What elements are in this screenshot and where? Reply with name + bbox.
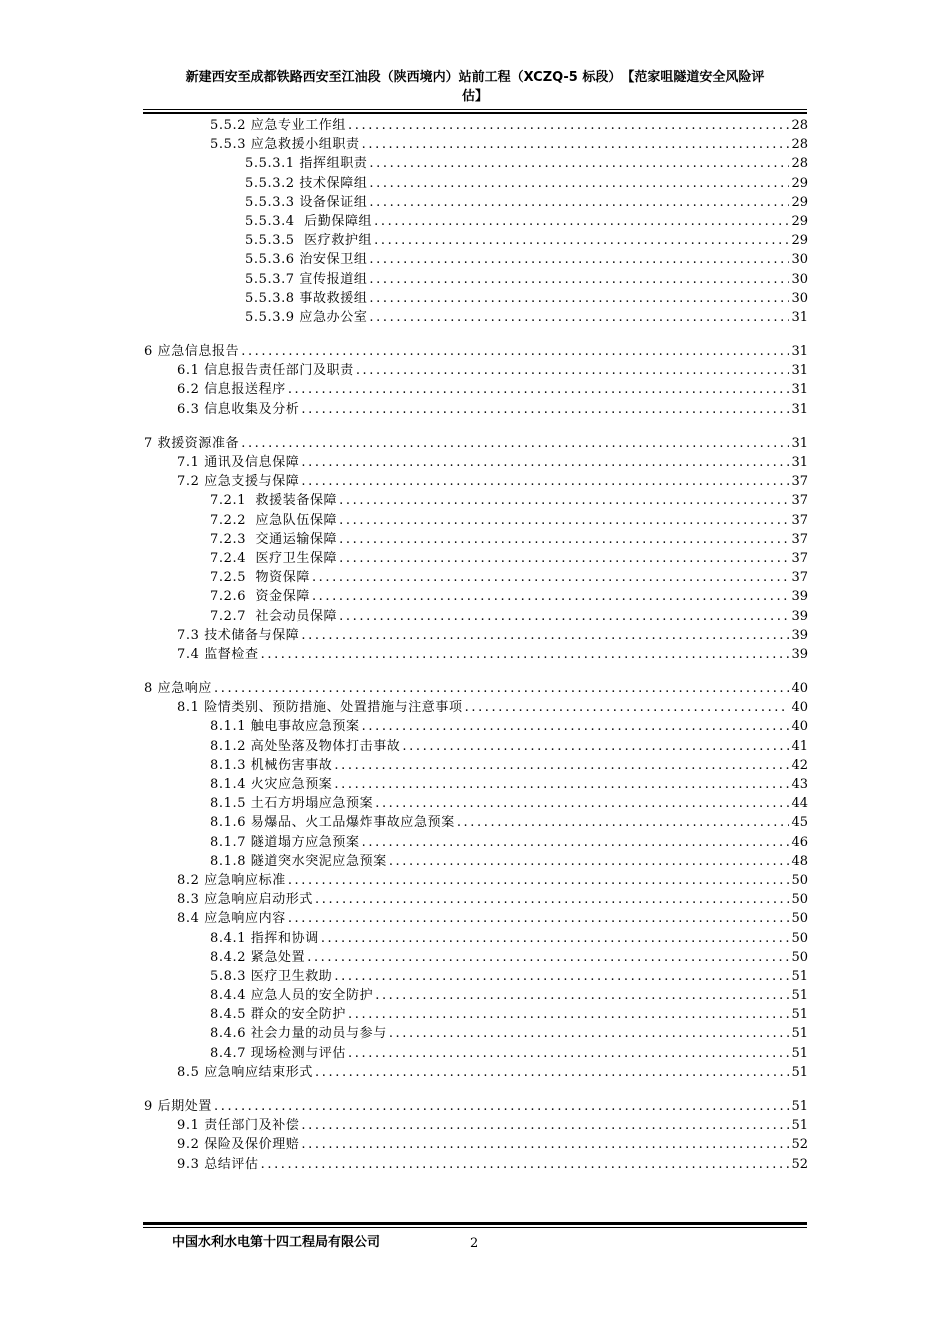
- toc-entry-page: 51: [791, 968, 808, 984]
- toc-leader-dots: [348, 1044, 789, 1063]
- toc-entry-page: 30: [791, 252, 808, 268]
- toc-entry-page: 51: [791, 988, 808, 1004]
- toc-leader-dots: [312, 568, 790, 587]
- toc-entry-title: 5.5.3.2 技术保障组: [245, 175, 368, 191]
- toc-entry-page: 39: [791, 608, 808, 624]
- toc-leader-dots: [369, 270, 789, 289]
- toc-entry-title: 7 救援资源准备: [144, 435, 240, 451]
- toc-leader-dots: [339, 607, 789, 626]
- toc-entry-title: 8.1.7 隧道塌方应急预案: [210, 834, 360, 850]
- toc-entry[interactable]: [0, 794, 950, 813]
- toc-entry[interactable]: [0, 270, 950, 289]
- toc-leader-dots: [356, 361, 790, 380]
- toc-entry-page: 29: [791, 175, 808, 191]
- toc-entry-title: 8.3 应急响应启动形式: [177, 892, 314, 908]
- toc-entry[interactable]: [0, 530, 950, 549]
- toc-entry-title: 8.1.3 机械伤害事故: [210, 757, 333, 773]
- toc-leader-dots: [315, 1063, 789, 1082]
- toc-entry-page: 39: [791, 646, 808, 662]
- toc-entry[interactable]: [0, 400, 950, 419]
- toc-entry[interactable]: [0, 1135, 950, 1154]
- toc-entry-page: 48: [791, 853, 808, 869]
- toc-entry-page: 41: [791, 738, 808, 754]
- toc-entry-title: 8.1 险情类别、预防措施、处置措施与注意事项: [177, 700, 463, 716]
- toc-entry[interactable]: [0, 587, 950, 606]
- toc-entry-page: 37: [791, 570, 808, 586]
- toc-entry-page: 46: [791, 834, 808, 850]
- toc-entry-page: 52: [791, 1137, 808, 1153]
- toc-entry-title: 8.1.4 火灾应急预案: [210, 777, 333, 792]
- toc-entry[interactable]: [0, 833, 950, 852]
- toc-entry-page: 39: [791, 589, 808, 605]
- toc-entry[interactable]: [0, 607, 950, 626]
- toc-leader-dots: [301, 453, 789, 472]
- toc-entry-page: 31: [791, 435, 808, 451]
- toc-leader-dots: [389, 852, 790, 871]
- toc-entry[interactable]: [0, 549, 950, 568]
- toc-entry[interactable]: [0, 491, 950, 510]
- toc-entry-page: 37: [791, 493, 808, 509]
- toc-entry-title: 5.5.3.1 指挥组职责: [245, 156, 368, 172]
- toc-entry-page: 31: [791, 401, 808, 417]
- toc-entry-title: 8.4.5 群众的安全防护: [210, 1007, 347, 1023]
- toc-entry-page: 31: [791, 309, 808, 325]
- toc-entry-page: 51: [791, 1026, 808, 1042]
- toc-leader-dots: [369, 308, 789, 327]
- toc-leader-dots: [402, 737, 789, 756]
- toc-entry-page: 40: [791, 681, 808, 697]
- toc-leader-dots: [261, 645, 790, 664]
- toc-entry-title: 7.2.1 救援装备保障: [210, 493, 338, 509]
- toc-entry-page: 50: [791, 892, 808, 908]
- toc-entry[interactable]: [0, 1044, 950, 1063]
- toc-leader-dots: [457, 813, 790, 832]
- toc-leader-dots: [241, 342, 789, 361]
- toc-entry[interactable]: [0, 154, 950, 173]
- toc-leader-dots: [261, 1155, 790, 1174]
- toc-entry-page: 51: [791, 1045, 808, 1061]
- toc-entry[interactable]: [0, 1097, 950, 1116]
- toc-entry-title: 8.4.1 指挥和协调: [210, 930, 319, 946]
- toc-entry[interactable]: [0, 511, 950, 530]
- toc-entry-page: 37: [791, 531, 808, 547]
- toc-entry-page: 50: [791, 949, 808, 965]
- toc-entry[interactable]: [0, 679, 950, 698]
- toc-entry[interactable]: [0, 698, 950, 717]
- toc-entry-page: 51: [791, 1007, 808, 1023]
- toc-entry-page: 28: [791, 118, 808, 133]
- toc-entry-page: 28: [791, 156, 808, 172]
- toc-entry[interactable]: [0, 986, 950, 1005]
- toc-entry-page: 37: [791, 512, 808, 528]
- toc-entry[interactable]: [0, 289, 950, 308]
- toc-entry-page: 52: [791, 1156, 808, 1172]
- toc-entry-title: 8.4.2 紧急处置: [210, 949, 306, 965]
- footer-divider-thick: [143, 1222, 807, 1225]
- toc-leader-dots: [334, 756, 789, 775]
- toc-leader-dots: [241, 434, 789, 453]
- toc-entry-title: 5.5.3.3 设备保证组: [245, 194, 368, 210]
- toc-entry-title: 5.5.3.5 医疗救护组: [245, 233, 373, 249]
- toc-entry-title: 5.5.3 应急救援小组职责: [210, 137, 360, 153]
- toc-leader-dots: [348, 1005, 789, 1024]
- toc-leader-dots: [369, 174, 789, 193]
- footer-divider: [143, 1227, 807, 1228]
- toc-leader-dots: [301, 1116, 789, 1135]
- toc-entry-page: 51: [791, 1099, 808, 1114]
- toc-entry[interactable]: [0, 174, 950, 193]
- toc-entry-title: 6.3 信息收集及分析: [177, 401, 300, 417]
- page-header: [140, 68, 810, 106]
- footer-organization: 中国水利水电第十四工程局有限公司: [172, 1235, 381, 1250]
- toc-entry-title: 5.5.3.8 事故救援组: [245, 290, 368, 306]
- toc-entry[interactable]: [0, 361, 950, 380]
- toc-leader-dots: [307, 948, 789, 967]
- toc-leader-dots: [362, 833, 790, 852]
- toc-entry[interactable]: [0, 472, 950, 491]
- toc-entry[interactable]: [0, 1155, 950, 1174]
- toc-entry-title: 7.2.5 物资保障: [210, 570, 310, 586]
- toc-entry[interactable]: [0, 453, 950, 472]
- toc-entry-page: 45: [791, 815, 808, 831]
- toc-leader-dots: [288, 909, 790, 928]
- toc-leader-dots: [301, 472, 789, 491]
- toc-entry[interactable]: [0, 231, 950, 250]
- toc-entry-page: 29: [791, 233, 808, 249]
- toc-entry-page: 29: [791, 213, 808, 229]
- toc-entry-title: 5.5.2 应急专业工作组: [210, 118, 347, 133]
- toc-leader-dots: [321, 929, 790, 948]
- toc-entry-title: 7.2.2 应急队伍保障: [210, 512, 338, 528]
- toc-entry-page: 31: [791, 455, 808, 470]
- toc-entry-title: 8.4.7 现场检测与评估: [210, 1045, 347, 1061]
- toc-entry-page: 40: [791, 700, 808, 716]
- toc-entry-title: 7.2.6 资金保障: [210, 589, 310, 605]
- toc-entry-title: 9.2 保险及保价理赔: [177, 1137, 300, 1153]
- toc-leader-dots: [339, 491, 789, 510]
- toc-leader-dots: [214, 1097, 789, 1116]
- toc-entry-title: 9.1 责任部门及补偿: [177, 1118, 300, 1134]
- toc-entry-title: 7.4 监督检查: [177, 646, 259, 662]
- toc-entry-title: 8.1.1 触电事故应急预案: [210, 719, 360, 735]
- toc-entry[interactable]: [0, 212, 950, 231]
- toc-entry-title: 8.4.6 社会力量的动员与参与: [210, 1026, 387, 1042]
- toc-entry[interactable]: [0, 717, 950, 736]
- toc-entry[interactable]: [0, 568, 950, 587]
- toc-entry[interactable]: [0, 645, 950, 664]
- toc-entry[interactable]: [0, 1024, 950, 1043]
- toc-entry-title: 8.5 应急响应结束形式: [177, 1064, 314, 1080]
- toc-leader-dots: [348, 116, 789, 135]
- toc-entry-title: 9 后期处置: [144, 1099, 213, 1114]
- toc-leader-dots: [339, 549, 789, 568]
- toc-leader-dots: [301, 626, 789, 645]
- toc-entry-page: 31: [791, 363, 808, 379]
- toc-entry-title: 8.1.2 高处坠落及物体打击事故: [210, 738, 401, 754]
- header-divider-thick: [143, 112, 807, 114]
- toc-entry[interactable]: [0, 1063, 950, 1082]
- toc-entry-title: 5.5.3.7 宣传报道组: [245, 271, 368, 287]
- header-title-line1: 新建西安至成都铁路西安至江油段（陕西境内）站前工程（XCZQ-5 标段） 【范家咀隧道安全风险评: [185, 70, 765, 85]
- toc-entry[interactable]: [0, 929, 950, 948]
- toc-entry[interactable]: [0, 852, 950, 871]
- toc-entry[interactable]: [0, 342, 950, 361]
- toc-leader-dots: [375, 794, 789, 813]
- toc-entry-page: 44: [791, 796, 808, 812]
- toc-leader-dots: [315, 890, 789, 909]
- toc-leader-dots: [301, 400, 789, 419]
- toc-entry-title: 5.5.3.6 治安保卫组: [245, 252, 368, 268]
- toc-entry-page: 51: [791, 1064, 808, 1080]
- toc-leader-dots: [389, 1024, 790, 1043]
- toc-entry-title: 8.1.5 土石方坍塌应急预案: [210, 796, 374, 812]
- toc-entry-title: 7.2.7 社会动员保障: [210, 608, 338, 624]
- toc-leader-dots: [374, 231, 789, 250]
- toc-entry[interactable]: [0, 308, 950, 327]
- toc-entry[interactable]: [0, 737, 950, 756]
- toc-entry-page: 42: [791, 757, 808, 773]
- toc-entry[interactable]: [0, 948, 950, 967]
- toc-entry-title: 9.3 总结评估: [177, 1156, 259, 1172]
- toc-entry-title: 8 应急响应: [144, 681, 213, 697]
- toc-entry-page: 31: [791, 344, 808, 360]
- toc-entry[interactable]: [0, 909, 950, 928]
- toc-entry[interactable]: [0, 813, 950, 832]
- toc-leader-dots: [374, 212, 789, 231]
- toc-leader-dots: [288, 380, 790, 399]
- header-title-line2: 估】: [461, 89, 488, 104]
- toc-entry-page: 51: [791, 1118, 808, 1134]
- toc-leader-dots: [465, 698, 790, 717]
- toc-entry-page: 43: [791, 777, 808, 792]
- toc-leader-dots: [362, 717, 790, 736]
- toc-entry[interactable]: [0, 756, 950, 775]
- toc-entry-page: 30: [791, 290, 808, 306]
- toc-leader-dots: [369, 250, 789, 269]
- toc-entry[interactable]: [0, 434, 950, 453]
- toc-entry-page: 31: [791, 382, 808, 398]
- toc-entry[interactable]: [0, 380, 950, 399]
- toc-entry-page: 28: [791, 137, 808, 153]
- toc-leader-dots: [334, 775, 789, 794]
- toc-entry-page: 50: [791, 872, 808, 888]
- toc-entry-title: 7.1 通讯及信息保障: [177, 455, 300, 470]
- toc-entry-title: 7.3 技术储备与保障: [177, 627, 300, 643]
- table-of-contents: [0, 116, 950, 1174]
- toc-entry[interactable]: [0, 890, 950, 909]
- toc-entry-title: 7.2.4 医疗卫生保障: [210, 550, 338, 566]
- toc-entry[interactable]: [0, 193, 950, 212]
- toc-leader-dots: [339, 530, 789, 549]
- toc-entry-title: 7.2 应急支援与保障: [177, 474, 300, 490]
- toc-entry-title: 7.2.3 交通运输保障: [210, 531, 338, 547]
- toc-entry-title: 8.1.8 隧道突水突泥应急预案: [210, 853, 387, 869]
- toc-entry-title: 5.5.3.9 应急办公室: [245, 309, 368, 325]
- toc-leader-dots: [301, 1135, 789, 1154]
- toc-entry-title: 8.4 应急响应内容: [177, 911, 286, 927]
- toc-leader-dots: [369, 193, 789, 212]
- toc-leader-dots: [288, 871, 790, 890]
- toc-leader-dots: [339, 511, 789, 530]
- toc-entry[interactable]: [0, 871, 950, 890]
- toc-entry[interactable]: [0, 116, 950, 135]
- toc-entry-page: 50: [791, 911, 808, 927]
- toc-entry-page: 37: [791, 550, 808, 566]
- toc-entry-page: 40: [791, 719, 808, 735]
- toc-entry-title: 8.1.6 易爆品、火工品爆炸事故应急预案: [210, 815, 455, 831]
- toc-entry-title: 8.2 应急响应标准: [177, 872, 286, 888]
- toc-entry-page: 30: [791, 271, 808, 287]
- toc-leader-dots: [369, 289, 789, 308]
- toc-entry[interactable]: [0, 626, 950, 645]
- toc-leader-dots: [334, 967, 789, 986]
- toc-entry-title: 5.5.3.4 后勤保障组: [245, 213, 373, 229]
- toc-entry[interactable]: [0, 135, 950, 154]
- toc-leader-dots: [375, 986, 789, 1005]
- toc-entry[interactable]: [0, 250, 950, 269]
- toc-entry-page: 29: [791, 194, 808, 210]
- toc-entry-title: 6.1 信息报告责任部门及职责: [177, 363, 354, 379]
- toc-leader-dots: [214, 679, 789, 698]
- toc-leader-dots: [312, 587, 790, 606]
- header-divider: [143, 109, 807, 110]
- toc-leader-dots: [362, 135, 790, 154]
- toc-entry-page: 50: [791, 930, 808, 946]
- toc-entry-page: 37: [791, 474, 808, 490]
- toc-entry-title: 8.4.4 应急人员的安全防护: [210, 988, 374, 1004]
- toc-entry-title: 6 应急信息报告: [144, 344, 240, 360]
- toc-entry[interactable]: [0, 967, 950, 986]
- page-number: 2: [470, 1236, 479, 1251]
- toc-entry[interactable]: [0, 775, 950, 794]
- toc-entry-title: 6.2 信息报送程序: [177, 382, 286, 398]
- toc-leader-dots: [369, 154, 789, 173]
- toc-entry-title: 5.8.3 医疗卫生救助: [210, 968, 333, 984]
- toc-entry-page: 39: [791, 627, 808, 643]
- toc-entry[interactable]: [0, 1005, 950, 1024]
- toc-entry[interactable]: [0, 1116, 950, 1135]
